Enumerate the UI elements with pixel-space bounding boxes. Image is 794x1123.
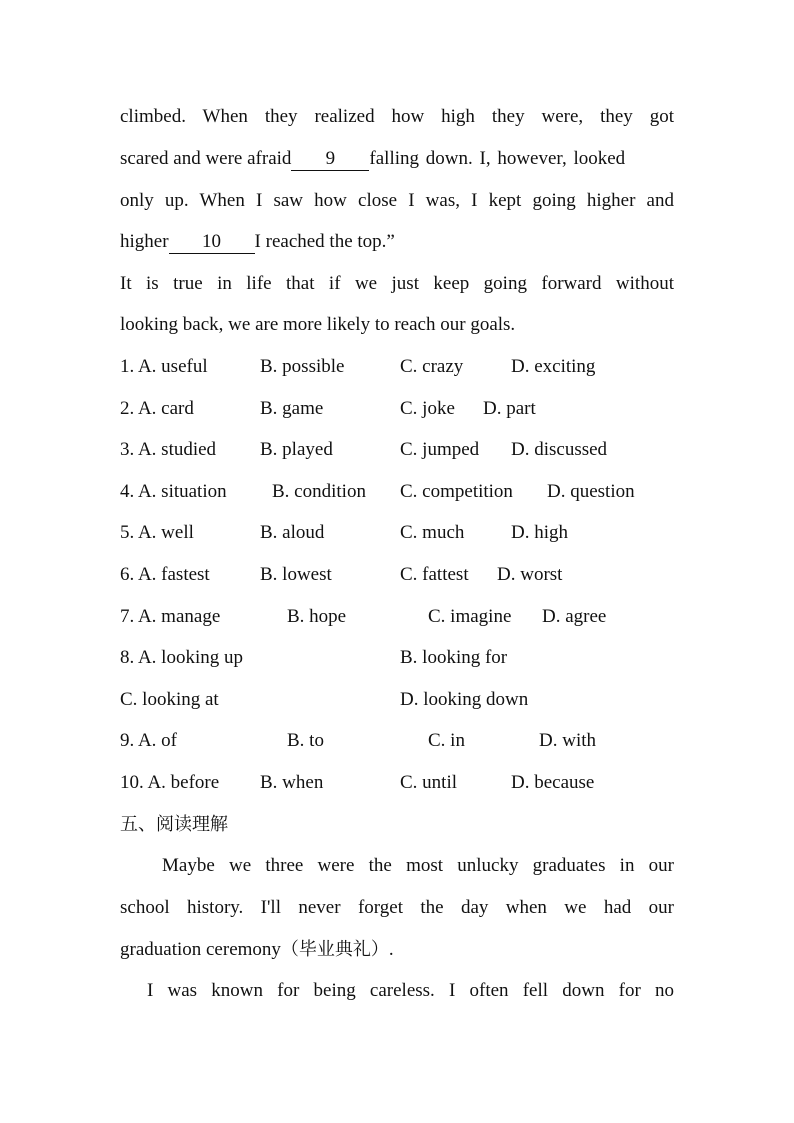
option-c: C. until <box>400 772 458 793</box>
option-c: C. competition <box>400 481 513 502</box>
blank-9: 9 <box>291 148 369 171</box>
option-row-7 <box>120 604 674 630</box>
option-d: D. question <box>547 481 635 502</box>
option-b: B. to <box>287 730 324 751</box>
option-d: D. with <box>539 730 596 751</box>
option-b: B. looking for <box>400 647 508 668</box>
option-c: C. imagine <box>428 606 512 627</box>
section-heading: 五、阅读理解 <box>120 814 228 835</box>
option-c: C. crazy <box>400 356 464 377</box>
option-b: B. lowest <box>260 564 332 585</box>
passage-text: falling down. I, however, looked <box>369 148 626 169</box>
passage-text: I reached the top.” <box>254 231 395 252</box>
option-a: 4. A. situation <box>120 481 227 502</box>
option-row-2 <box>120 396 674 422</box>
passage-text: higher <box>120 231 169 252</box>
passage-line-4 <box>120 229 395 255</box>
option-b: B. possible <box>260 356 345 377</box>
passage-line-6: looking back, we are more likely to reach our goals. <box>120 314 516 335</box>
option-row-9 <box>120 728 674 754</box>
option-c: C. much <box>400 522 465 543</box>
reading-line-2: school history. I'll never forget the day when we had our <box>120 897 674 918</box>
option-d: D. looking down <box>400 689 529 710</box>
option-b: B. condition <box>272 481 366 502</box>
option-c: C. in <box>428 730 465 751</box>
option-c: C. jumped <box>400 439 480 460</box>
option-b: B. when <box>260 772 324 793</box>
option-a: 7. A. manage <box>120 606 221 627</box>
option-c: C. joke <box>400 398 455 419</box>
option-b: B. played <box>260 439 333 460</box>
option-b: B. aloud <box>260 522 325 543</box>
option-row-10 <box>120 770 674 796</box>
option-d: D. because <box>511 772 595 793</box>
passage-line-5: It is true in life that if we just keep going forward without <box>120 273 674 294</box>
option-row-1 <box>120 354 674 380</box>
option-row-3 <box>120 437 674 463</box>
reading-chinese-gloss: （毕业典礼） <box>280 939 389 960</box>
option-d: D. high <box>511 522 568 543</box>
option-d: D. agree <box>542 606 607 627</box>
option-c: C. looking at <box>120 689 219 710</box>
passage-line-1: climbed. When they realized how high they were, they got <box>120 106 674 127</box>
option-a: 1. A. useful <box>120 356 208 377</box>
option-d: D. worst <box>497 564 563 585</box>
reading-text: . <box>388 939 394 960</box>
option-row-8-continued <box>120 687 674 713</box>
option-a: 6. A. fastest <box>120 564 210 585</box>
option-a: 10. A. before <box>120 772 220 793</box>
option-b: B. game <box>260 398 324 419</box>
reading-line-1: Maybe we three were the most unlucky graduates in our <box>162 855 674 876</box>
option-a: 8. A. looking up <box>120 647 243 668</box>
option-c: C. fattest <box>400 564 469 585</box>
option-row-4 <box>120 479 674 505</box>
option-row-5 <box>120 520 674 546</box>
passage-line-3: only up. When I saw how close I was, I kept going higher and <box>120 190 674 211</box>
option-d: D. discussed <box>511 439 608 460</box>
passage-text: scared and were afraid <box>120 148 292 169</box>
passage-line-2 <box>120 146 625 172</box>
option-a: 5. A. well <box>120 522 194 543</box>
blank-10: 10 <box>169 231 255 254</box>
option-d: D. exciting <box>511 356 596 377</box>
reading-text: graduation ceremony <box>120 939 281 960</box>
reading-line-4: I was known for being careless. I often fell down for no <box>147 980 674 1001</box>
reading-line-3 <box>120 937 394 963</box>
option-row-6 <box>120 562 674 588</box>
option-row-8 <box>120 645 674 671</box>
option-d: D. part <box>483 398 536 419</box>
option-a: 2. A. card <box>120 398 194 419</box>
option-a: 9. A. of <box>120 730 177 751</box>
option-b: B. hope <box>287 606 347 627</box>
option-a: 3. A. studied <box>120 439 217 460</box>
